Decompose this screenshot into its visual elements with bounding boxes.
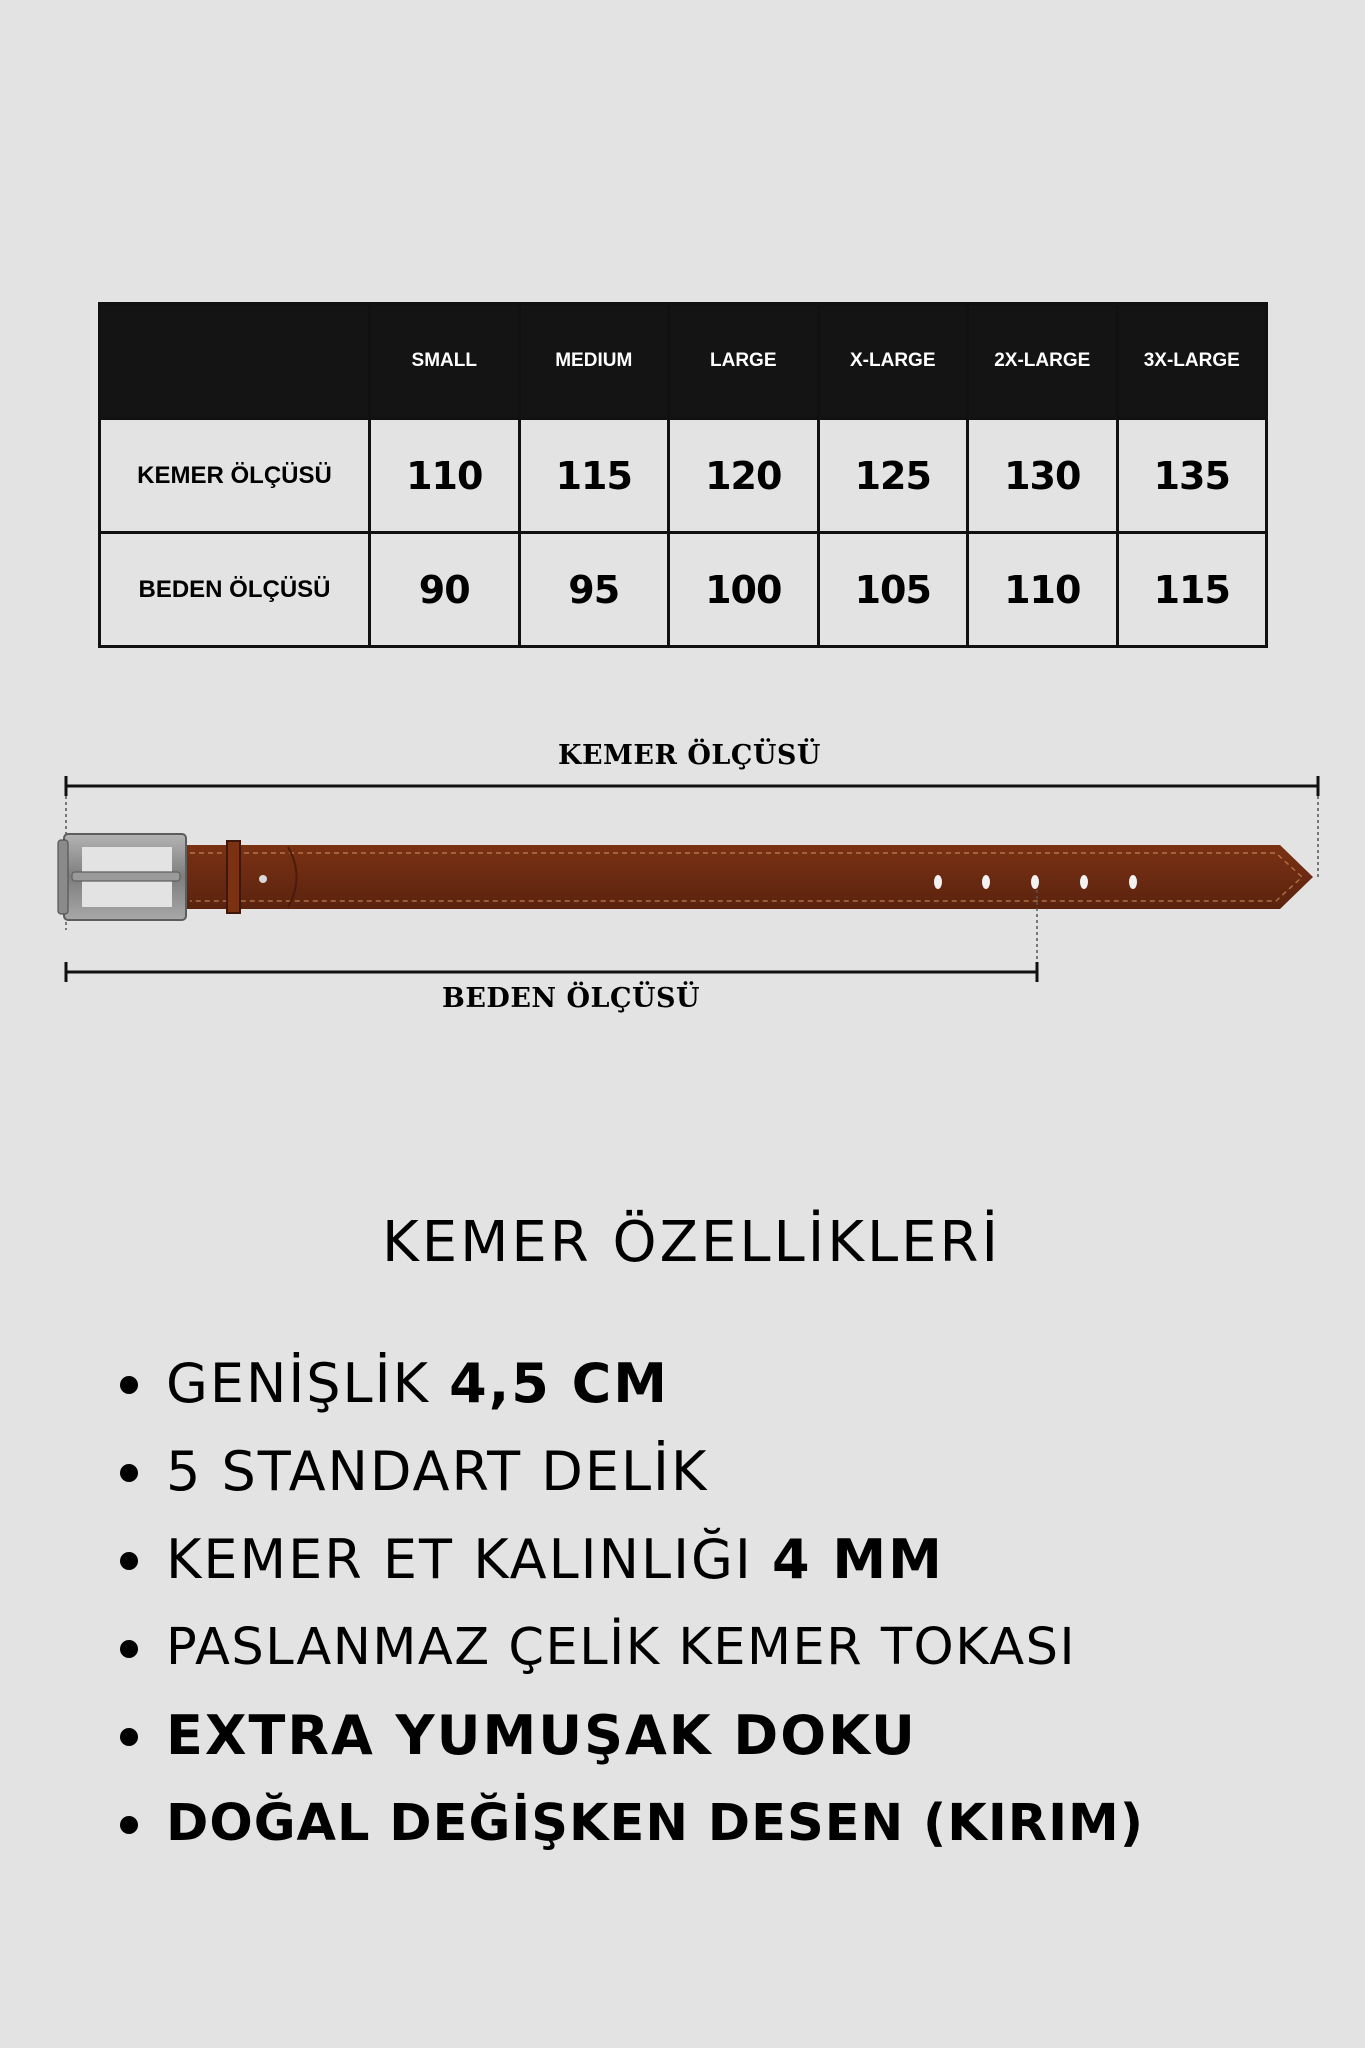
size-header-2x-large: 2X-LARGE [968, 304, 1118, 419]
size-header-small: SMALL [370, 304, 520, 419]
table-row [100, 419, 1267, 533]
size-header-large: LARGE [669, 304, 819, 419]
feature-text: GENİŞLİK [166, 1352, 450, 1415]
table-cell: 130 [968, 419, 1118, 533]
list-item [118, 1604, 1144, 1692]
feature-text: PASLANMAZ ÇELİK KEMER TOKASI [166, 1618, 1077, 1677]
feature-text: KEMER ET KALINLIĞI [166, 1528, 772, 1591]
size-header-3x-large: 3X-LARGE [1117, 304, 1267, 419]
bullet-icon [120, 1728, 138, 1746]
table-cell: 105 [818, 533, 968, 647]
belt-length-label: KEMER ÖLÇÜSÜ [558, 740, 821, 771]
table-cell: 115 [519, 419, 669, 533]
feature-highlight: 4,5 CM [449, 1352, 669, 1415]
belt-buckle [58, 834, 186, 920]
feature-highlight: DOĞAL DEĞİŞKEN DESEN (KIRIM) [166, 1794, 1145, 1853]
features-title: KEMER ÖZELLİKLERİ [382, 1210, 1001, 1275]
bullet-icon [120, 1640, 138, 1658]
table-cell: 90 [370, 533, 520, 647]
body-size-label: BEDEN ÖLÇÜSÜ [442, 983, 701, 1014]
list-item [118, 1340, 1144, 1428]
list-item [118, 1780, 1144, 1868]
table-row [100, 533, 1267, 647]
belt-diagram [0, 720, 1365, 1020]
size-table-header-row [100, 304, 1267, 419]
size-header-x-large: X-LARGE [818, 304, 968, 419]
features-list [118, 1340, 1144, 1868]
table-cell: 135 [1117, 419, 1267, 533]
list-item [118, 1428, 1144, 1516]
table-cell: 95 [519, 533, 669, 647]
row-label-belt-size: KEMER ÖLÇÜSÜ [100, 419, 370, 533]
bullet-icon [120, 1464, 138, 1482]
list-item [118, 1516, 1144, 1604]
size-table [98, 302, 1268, 648]
feature-highlight: EXTRA YUMUŞAK DOKU [166, 1704, 917, 1767]
size-header-medium: MEDIUM [519, 304, 669, 419]
row-label-body-size: BEDEN ÖLÇÜSÜ [100, 533, 370, 647]
feature-highlight: 4 MM [771, 1528, 944, 1591]
table-cell: 100 [669, 533, 819, 647]
bullet-icon [120, 1552, 138, 1570]
list-item [118, 1692, 1144, 1780]
belt-strap [180, 845, 1313, 909]
feature-text: 5 STANDART DELİK [166, 1440, 709, 1503]
size-table-corner-cell [100, 304, 370, 419]
belt-keeper-loop [227, 841, 240, 913]
table-cell: 125 [818, 419, 968, 533]
table-cell: 110 [370, 419, 520, 533]
bullet-icon [120, 1816, 138, 1834]
table-cell: 110 [968, 533, 1118, 647]
table-cell: 115 [1117, 533, 1267, 647]
table-cell: 120 [669, 419, 819, 533]
bullet-icon [120, 1376, 138, 1394]
